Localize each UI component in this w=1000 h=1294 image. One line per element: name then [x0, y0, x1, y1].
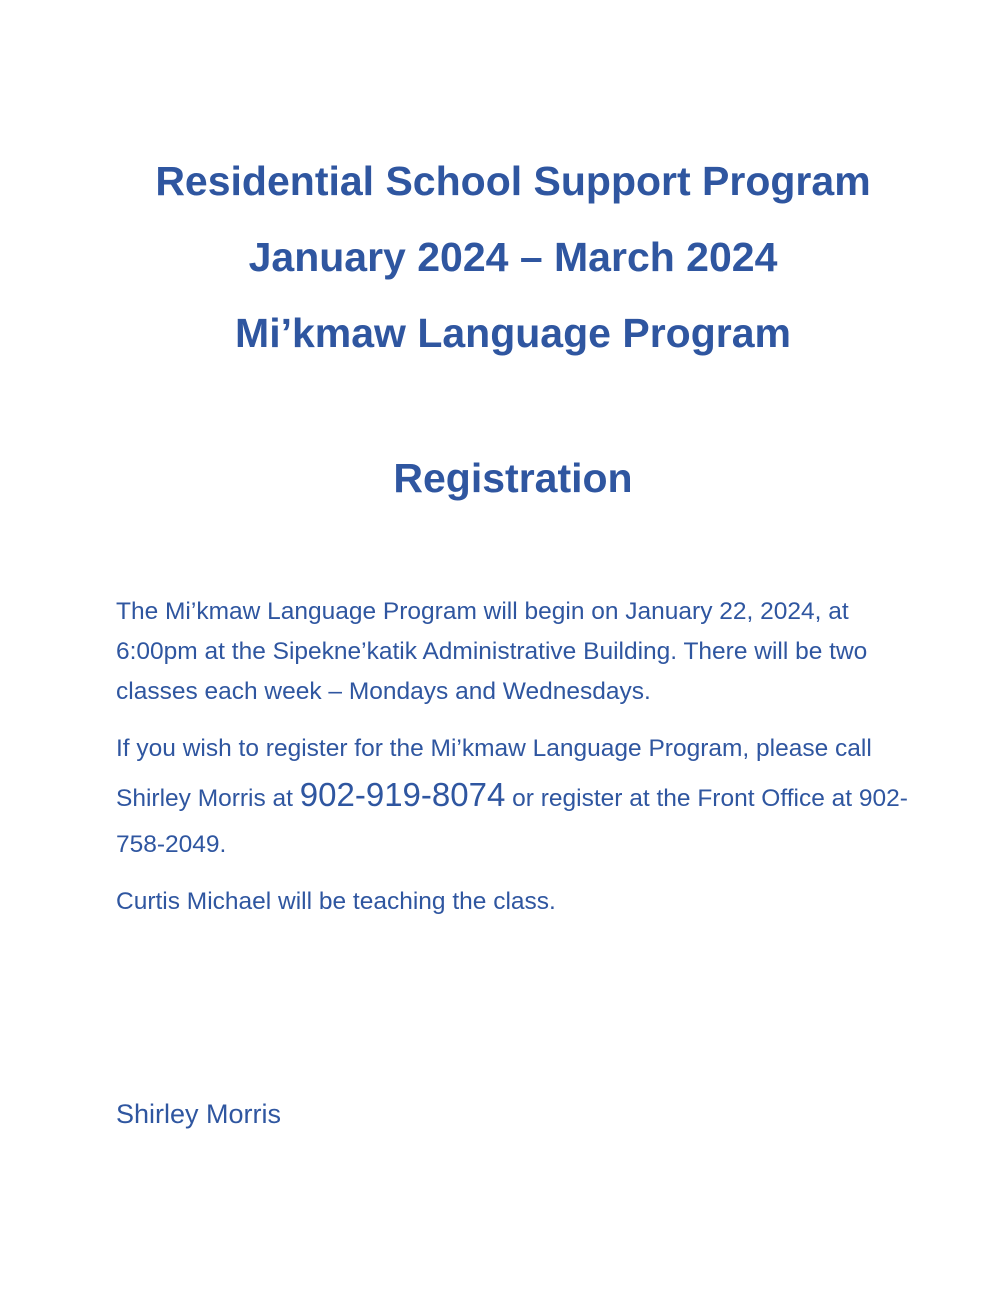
language-program-title: Mi’kmaw Language Program [235, 310, 791, 356]
title-block [0, 143, 1000, 371]
registration-text-after-phone: or register at the Front Office at 902-758-2049. [116, 785, 908, 858]
date-range-title: January 2024 – March 2024 [248, 234, 778, 280]
phone-number: 902-919-8074 [299, 776, 506, 813]
registration-heading: Registration [393, 455, 633, 501]
start-info-paragraph: The Mi’kmaw Language Program will begin on January 22, 2024, at 6:00pm at the Sipekne’katik Administrative Building. There will be two classes each week – Mondays and Wednesdays. [116, 598, 868, 705]
signature-name: Shirley Morris [116, 1099, 282, 1129]
teacher-paragraph: Curtis Michael will be teaching the class. [116, 888, 556, 915]
registration-paragraph [116, 726, 936, 868]
registration-text-before-phone: If you wish to register for the Mi’kmaw Language Program, please call Shirley Morris at [116, 735, 872, 812]
program-title: Residential School Support Program [155, 158, 871, 204]
body-text [116, 592, 936, 922]
